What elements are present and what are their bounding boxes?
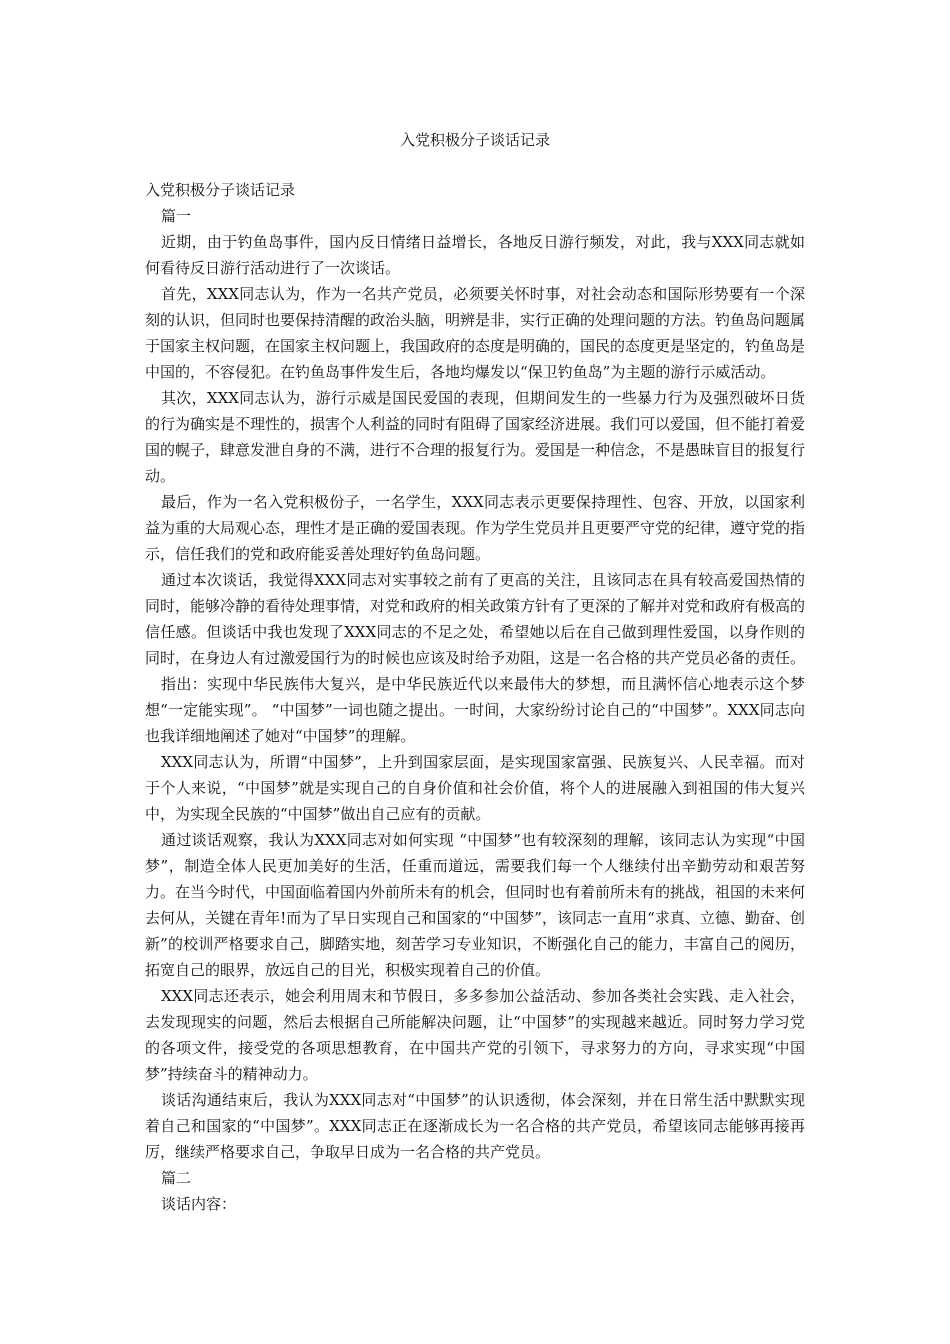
document-body — [145, 177, 805, 1217]
paragraph: 近期，由于钓鱼岛事件，国内反日情绪日益增长，各地反日游行频发，对此，我与XXX同志就如何看待反日游行活动进行了一次谈话。 — [145, 233, 805, 277]
paragraph: 首先，XXX同志认为，作为一名共产党员，必须要关怀时事，对社会动态和国际形势要有一个深刻的认识，但同时也要保持清醒的政治头脑，明辨是非，实行正确的处理问题的方法。钓鱼岛问题属于国家主权问题，在国家主权问题上，我国政府的态度是明确的，国民的态度更是坚定的，钓鱼岛是中国的，不容侵犯。在钓鱼岛事件发生后，各地均爆发以“保卫钓鱼岛”为主题的游行示威活动。 — [145, 285, 806, 381]
paragraph: 通过谈话观察，我认为XXX同志对如何实现 “中国梦”也有较深刻的理解，该同志认为实现“中国梦”，制造全体人民更加美好的生活，任重而道远，需要我们每一个人继续付出辛勤劳动和艰苦努力。在当今时代，中国面临着国内外前所未有的机会，但同时也有着前所未有的挑战，祖国的未来何去何从，关键在青年!而为了早日实现自己和国家的“中国梦”，该同志一直用“求真、立德、勤奋、创新”的校训严格要求自己，脚踏实地，刻苦学习专业知识，不断强化自己的能力，丰富自己的阅历，拓宽自己的眼界，放远自己的目光，积极实现着自己的价值。 — [145, 831, 806, 979]
section-heading: 谈话内容： — [161, 1195, 237, 1213]
paragraph: 其次，XXX同志认为，游行示威是国民爱国的表现，但期间发生的一些暴力行为及强烈破坏日货的行为确实是不理性的，损害个人利益的同时有阻碍了国家经济进展。我们可以爱国，但不能打着爱国的幌子，肆意发泄自身的不满，进行不合理的报复行为。爱国是一种信念，不是愚昧盲目的报复行动。 — [145, 389, 806, 485]
paragraph: XXX同志还表示，她会利用周末和节假日，多多参加公益活动、参加各类社会实践、走入社会，去发现现实的问题，然后去根据自己所能解决问题，让“中国梦”的实现越来越近。同时努力学习党的各项文件，接受党的各项思想教育，在中国共产党的引领下，寻求努力的方向，寻求实现“中国梦”持续奋斗的精神动力。 — [145, 987, 805, 1083]
paragraph: 最后，作为一名入党积极份子，一名学生，XXX同志表示更要保持理性、包容、开放，以国家利益为重的大局观心态，理性才是正确的爱国表现。作为学生党员并且更要严守党的纪律，遵守党的指示，信任我们的党和政府能妥善处理好钓鱼岛问题。 — [145, 493, 806, 563]
paragraph: XXX同志认为，所谓“中国梦”，上升到国家层面，是实现国家富强、民族复兴、人民幸福。而对于个人来说，“中国梦”就是实现自己的自身价值和社会价值，将个人的进展融入到祖国的伟大复兴中，为实现全民族的“中国梦”做出自己应有的贡献。 — [145, 753, 805, 823]
document-title: 入党积极分子谈话记录 — [399, 131, 550, 149]
document-subtitle: 入党积极分子谈话记录 — [145, 181, 296, 199]
paragraph: 谈话沟通结束后，我认为XXX同志对“中国梦”的认识透彻，体会深刻，并在日常生活中默默实现着自己和国家的“中国梦”。XXX同志正在逐渐成长为一名合格的共产党员，希望该同志能够再接再厉，继续严格要求自己，争取早日成为一名合格的共产党员。 — [145, 1091, 805, 1161]
paragraph: 指出：实现中华民族伟大复兴，是中华民族近代以来最伟大的梦想，而且满怀信心地表示这个梦想“一定能实现”。 “中国梦”一词也随之提出。一时间，大家纷纷讨论自己的“中国梦”。XXX同志向也我详细地阐述了她对“中国梦”的理解。 — [145, 675, 805, 745]
part-label-1: 篇一 — [161, 207, 192, 225]
part-label-2: 篇二 — [161, 1169, 192, 1187]
paragraph: 通过本次谈话，我觉得XXX同志对实事较之前有了更高的关注，且该同志在具有较高爱国热情的同时，能够冷静的看待处理事情，对党和政府的相关政策方针有了更深的了解并对党和政府有极高的信任感。但谈话中我也发现了XXX同志的不足之处，希望她以后在自己做到理性爱国，以身作则的同时，在身边人有过激爱国行为的时候也应该及时给予劝阻，这是一名合格的共产党员必备的责任。 — [145, 571, 806, 667]
